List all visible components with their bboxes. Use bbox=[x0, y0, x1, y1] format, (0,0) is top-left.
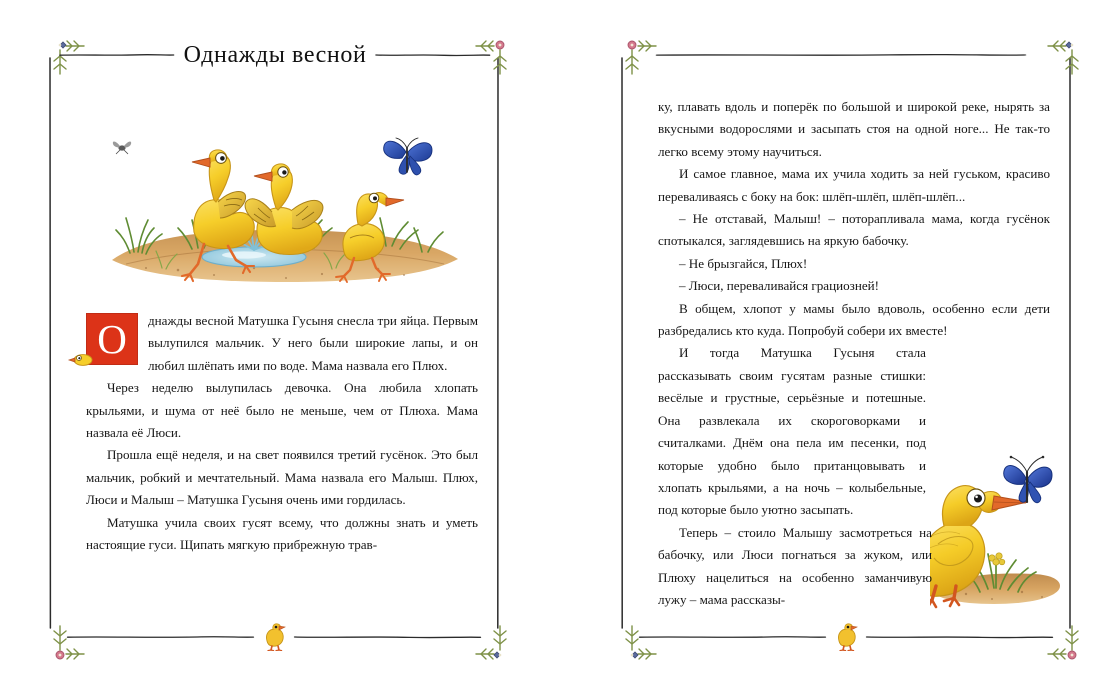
right-top-rule-band bbox=[658, 38, 1024, 72]
paragraph-2: Через неделю вылупилась девочка. Она любила хлопать крыльями, и шума от неё было не меньше, чем от Плюха. Мама назвала её Люси. bbox=[86, 380, 478, 441]
title-rule-right bbox=[376, 54, 490, 56]
left-page-text bbox=[86, 310, 478, 556]
bottom-rule-right bbox=[295, 636, 480, 638]
insect-small bbox=[113, 142, 131, 154]
paragraph-4: – Не брызгайся, Плюх! bbox=[678, 255, 808, 271]
gosling-peeker-icon bbox=[70, 351, 92, 367]
drop-cap-letter: О bbox=[97, 316, 127, 362]
paragraph-1-text: днажды весной Матушка Гусыня снесла три яйца. Первым вылупился мальчик. У него были широкие лапы, и он любил шлёпать ими по воде. Мама назвала его Плюх. bbox=[148, 313, 478, 373]
bottom-rule-left bbox=[640, 636, 825, 638]
drop-cap bbox=[86, 313, 138, 365]
paragraph-4: Матушка учила своих гусят всему, что должны знать и уметь настоящие гуси. Щипать мягкую прибрежную трав- bbox=[86, 514, 478, 553]
mini-gosling-icon bbox=[833, 623, 859, 651]
paragraph-8 bbox=[658, 522, 1050, 612]
bottom-rule-right bbox=[867, 636, 1052, 638]
page-title: Однажды весной bbox=[183, 41, 367, 68]
paragraph-6: В общем, хлопот у мамы было вдоволь, особенно если дети разбредались кто куда. Попробуй собери их вместе! bbox=[658, 300, 1050, 339]
left-bottom-rule-band bbox=[68, 622, 480, 652]
paragraph-7-text: И тогда Матушка Гусыня стала рассказывать своим гусятам разные стишки: весёлые и грустные, серьёзные и потешные. Она развлекала их скороговорками и считалками. Днём она пела им песенки, под которые удобно было пританцовывать и хлопать крыльями, а на ночь – колыбельные, под которые было уютно засыпать. bbox=[658, 345, 926, 518]
text-wrap-spacer bbox=[932, 342, 1050, 492]
paragraph-3: Прошла ещё неделя, и на свет появился третий гусёнок. Это был мальчик, робкий и мечтательный. Мама назвала его Малыш. Плюх, Люси и Малыш – Матушка Гусыня очень ими гордилась. bbox=[86, 447, 478, 508]
text-wrap-spacer-2 bbox=[932, 522, 1050, 582]
paragraph-5: – Люси, переваливайся грациозней! bbox=[678, 278, 880, 294]
right-page-text bbox=[658, 96, 1050, 611]
paragraph-8-text: Теперь – стоило Малышу засмотреться на бабочку, или Люси погнаться за жуком, или Плюху нацелиться на особенно заманчивую лужу – мама рассказы- bbox=[658, 524, 932, 607]
paragraph-2: И самое главное, мама их учила ходить за ней гуськом, красиво переваливаясь с боку на бок: шлёп-шлёп, шлёп-шлёп... bbox=[658, 166, 1050, 204]
paragraph-7 bbox=[658, 342, 1050, 521]
bottom-rule-left bbox=[68, 636, 253, 638]
mini-gosling-icon bbox=[261, 623, 287, 651]
illustration-three-goslings bbox=[86, 118, 478, 290]
ornament-top-right bbox=[1042, 34, 1088, 80]
butterfly-blue bbox=[384, 138, 432, 175]
title-rule-left bbox=[60, 54, 174, 56]
right-page bbox=[560, 0, 1120, 700]
chapter-title-band bbox=[60, 38, 490, 72]
right-bottom-rule-band bbox=[640, 622, 1052, 652]
paragraph-1: ку, плавать вдоль и поперёк по большой и широкой реке, нырять за вкусными водорослями и засыпать стоя на одной ноге... Не так-то легко всему этому научиться. bbox=[658, 99, 1050, 159]
paragraph-3: – Не отставай, Малыш! – поторапливала мама, когда гусёнок спотыкался, заглядевшись на яркую бабочку. bbox=[658, 211, 1050, 249]
ornament-top-left bbox=[616, 34, 662, 80]
paragraph-1 bbox=[86, 310, 478, 377]
top-rule bbox=[658, 54, 1024, 56]
